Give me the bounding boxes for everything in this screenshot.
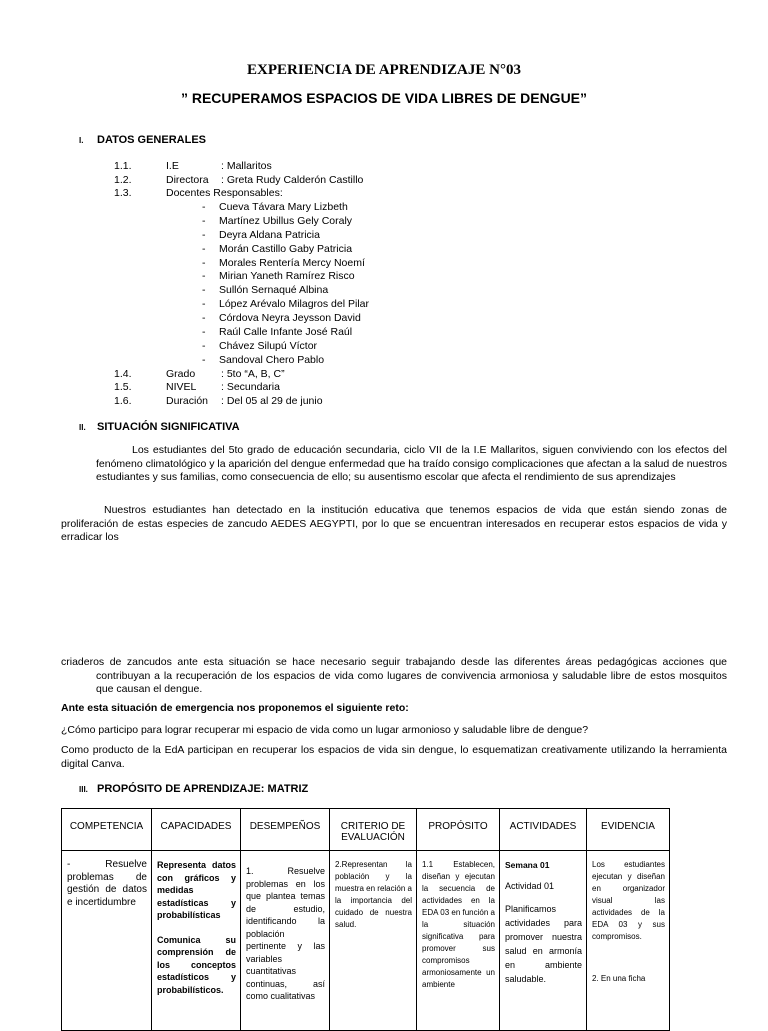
cell-text: Comunica su comprensión de los conceptos estadísticos y probabilísticos. <box>157 934 236 995</box>
row-number: 1.3. <box>114 187 132 199</box>
list-item: - Cueva Távara Mary Lizbeth <box>202 201 348 213</box>
cell-text: Los estudiantes ejecutan y diseñan en organizador visual las actividades de la EDA 03 y sus compromisos. <box>592 860 665 941</box>
cell-text: Actividad 01 <box>505 880 555 891</box>
section-title: SITUACIÓN SIGNIFICATIVA <box>97 421 240 433</box>
cell-text: 2. En una ficha <box>592 974 646 983</box>
row-number: 1.1. <box>114 160 132 172</box>
section-heading-proposito <box>79 783 308 795</box>
row-value: : Del 05 al 29 de junio <box>221 395 323 407</box>
info-row <box>114 174 363 186</box>
cell-competencia <box>62 851 152 1031</box>
list-item: - Morales Rentería Mercy Noemí <box>202 257 365 269</box>
row-value: : 5to “A, B, C” <box>221 368 285 380</box>
section-number: II. <box>79 423 86 432</box>
column-header: PROPÓSITO <box>417 809 500 851</box>
paragraph-reto-intro: Ante esta situación de emergencia nos proponemos el siguiente reto: <box>61 702 409 714</box>
list-item: - Mirian Yaneth Ramírez Risco <box>202 270 355 282</box>
column-header: ACTIVIDADES <box>500 809 587 851</box>
cell-text: Semana 01 <box>505 860 550 870</box>
cell-text: Planificamos actividades para promover nuestra salud en armonía en ambiente saludable. <box>505 904 582 984</box>
section-heading-datos <box>79 134 206 146</box>
matrix-table <box>61 808 670 1031</box>
list-item: - Morán Castillo Gaby Patricia <box>202 243 353 255</box>
info-row <box>114 381 280 393</box>
info-row <box>114 368 285 380</box>
section-number: I. <box>79 136 84 145</box>
cell-text: Representa datos con gráficos y medidas estadísticas y probabilísticas <box>157 860 236 920</box>
document-title: EXPERIENCIA DE APRENDIZAJE N°03 <box>247 62 521 78</box>
list-item: - Martínez Ubillus Gely Coraly <box>202 215 353 227</box>
column-header: CAPACIDADES <box>152 809 241 851</box>
row-key: Directora <box>166 174 209 186</box>
column-header: CRITERIO DE EVALUACIÓN <box>330 809 417 851</box>
column-header: EVIDENCIA <box>587 809 670 851</box>
list-item: - Córdova Neyra Jeysson David <box>202 312 361 324</box>
row-value: : Mallaritos <box>221 160 272 172</box>
row-number: 1.5. <box>114 381 132 393</box>
section-number: III. <box>79 785 88 794</box>
cell-proposito <box>417 851 500 1031</box>
cell-text: 2.Representan la población y la muestra en relación a la importancia del cuidado de nuestra salud. <box>335 860 412 929</box>
row-value: : Secundaria <box>221 381 280 393</box>
paragraph: Nuestros estudiantes han detectado en la institución educativa que tenemos espacios de vida que están siendo zonas de proliferación de estas especies de zancudo AEDES AEGYPTI, por lo que se encuentran interesados en recuperar estos espacios de vida y erradicar los <box>61 504 727 543</box>
paragraph-producto: Como producto de la EdA participan en recuperar los espacios de vida sin dengue, lo esquematizan creativamente utilizando la herramienta digital Canva. <box>61 744 727 770</box>
row-number: 1.6. <box>114 395 132 407</box>
cell-criterio <box>330 851 417 1031</box>
row-key: Grado <box>166 368 196 380</box>
list-item: - Chávez Silupú Víctor <box>202 340 318 352</box>
column-header: DESEMPEÑOS <box>241 809 330 851</box>
paragraph-reto: ¿Cómo participo para lograr recuperar mi espacio de vida como un lugar armonioso y saludable libre de dengue? <box>61 724 589 736</box>
paragraph: Los estudiantes del 5to grado de educación secundaria, ciclo VII de la I.E Mallaritos, siguen conviviendo con los efectos del fenómeno climatológico y la aparición del dengue enfermedad que ha traído consigo complicaciones que afectan a la salud de nuestros estudiantes y sus familias, como consecuencia de ello; su ausentismo escolar que afecta el rendimiento de sus aprendizajes <box>96 444 727 483</box>
info-row <box>114 187 283 199</box>
cell-text: - Resuelve problemas de gestión de datos e incertidumbre <box>67 859 147 908</box>
list-item: - Deyra Aldana Patricia <box>202 229 320 241</box>
column-header: COMPETENCIA <box>62 809 152 851</box>
document-subtitle: ” RECUPERAMOS ESPACIOS DE VIDA LIBRES DE DENGUE” <box>180 90 588 106</box>
cell-capacidades <box>152 851 241 1031</box>
cell-evidencia <box>587 851 670 1031</box>
row-key: Docentes Responsables: <box>166 187 283 199</box>
row-value: : Greta Rudy Calderón Castillo <box>221 174 364 186</box>
section-title: PROPÓSITO DE APRENDIZAJE: MATRIZ <box>97 783 309 795</box>
row-number: 1.4. <box>114 368 132 380</box>
cell-text: 1. Resuelve problemas en los que plantea temas de estudio, identificando la población pertinente y las variables cuantitativas continuas, así como cualitativas <box>246 866 325 1001</box>
row-number: 1.2. <box>114 174 132 186</box>
list-item: - Sullón Sernaqué Albina <box>202 284 329 296</box>
list-item: - Raúl Calle Infante José Raúl <box>202 326 353 338</box>
row-key: I.E <box>166 160 179 172</box>
cell-actividades <box>500 851 587 1031</box>
cell-desempenos <box>241 851 330 1031</box>
info-row <box>114 160 272 172</box>
row-key: NIVEL <box>166 381 197 393</box>
cell-text: 1.1 Establecen, diseñan y ejecutan la secuencia de actividades en la EDA 03 en función a la situación significativa para promover sus compromisos armoniosamente un ambiente <box>422 860 495 989</box>
paragraph: criaderos de zancudos ante esta situación se hace necesario seguir trabajando desde las diferentes áreas pedagógicas acciones que contribuyan a la recuperación de los espacios de vida como lugares de convivencia armoniosa y saludable libre de estos mosquitos que causan el dengue. <box>61 656 727 695</box>
section-heading-situacion <box>79 421 240 433</box>
row-key: Duración <box>166 395 209 407</box>
table-row <box>62 851 670 1031</box>
table-header-row <box>62 809 670 851</box>
list-item: - López Arévalo Milagros del Pilar <box>202 298 369 310</box>
section-title: DATOS GENERALES <box>97 134 206 146</box>
info-row <box>114 395 323 407</box>
list-item: - Sandoval Chero Pablo <box>202 354 325 366</box>
